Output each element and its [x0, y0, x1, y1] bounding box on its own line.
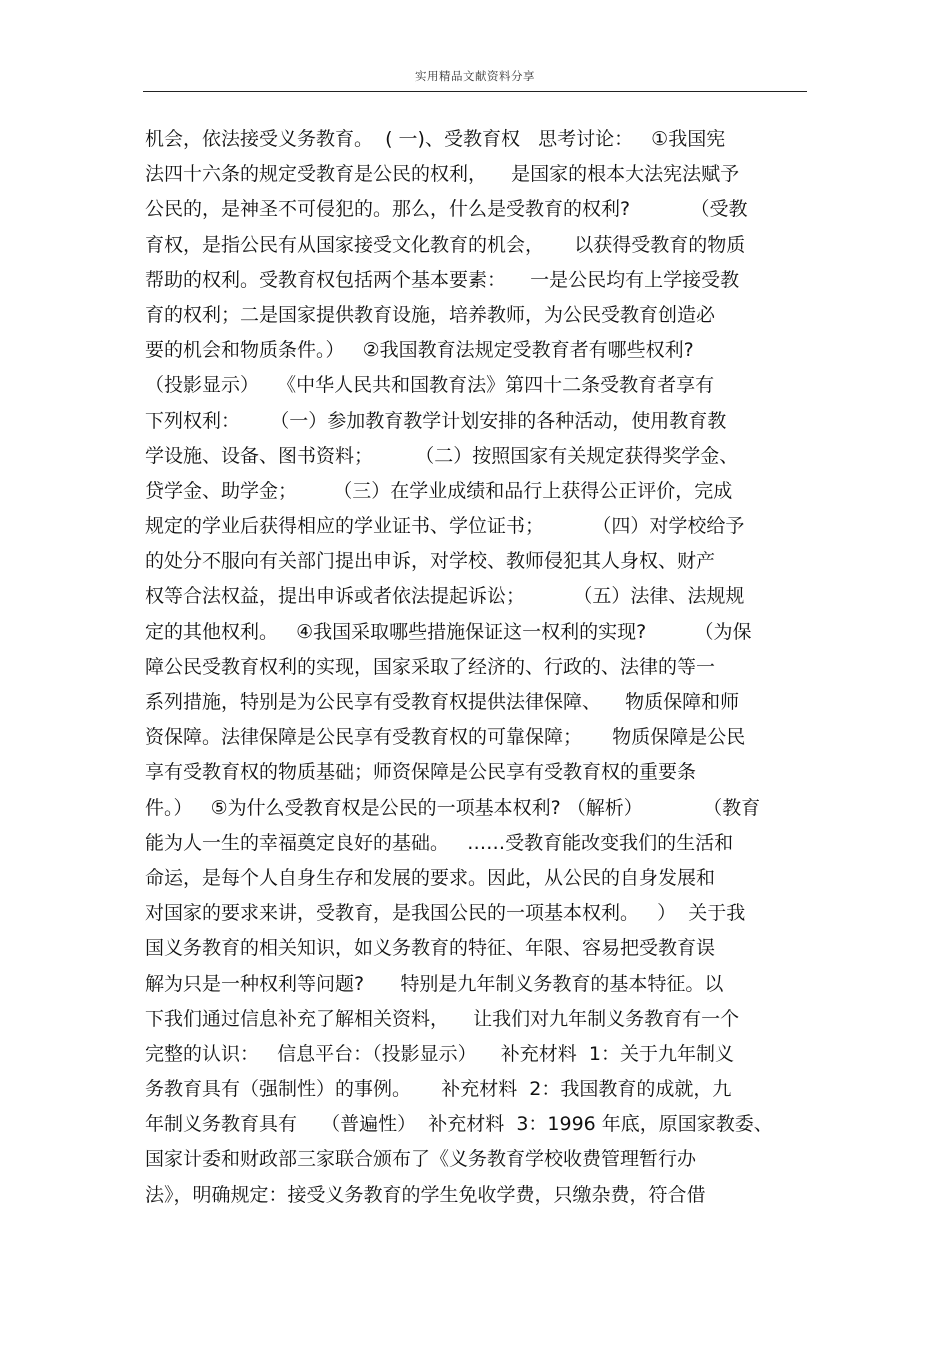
text-line: 务教育具有（强制性）的事例。 补充材料 2：我国教育的成就，九 — [145, 1078, 732, 1101]
text-line: 下列权利： （一）参加教育教学计划安排的各种活动，使用教育教 — [145, 409, 727, 432]
text-line: 机会，依法接受义务教育。 ( 一)、受教育权 思考讨论： ①我国宪 — [145, 128, 726, 150]
document-body — [145, 122, 825, 1213]
text-line: 件。） ⑤为什么受教育权是公民的一项基本权利? （解析） （教育 — [145, 796, 761, 819]
text-line: 完整的认识： 信息平台：（投影显示） 补充材料 1：关于九年制义 — [145, 1042, 734, 1065]
text-line: 的处分不服向有关部门提出申诉，对学校、教师侵犯其人身权、财产 — [145, 550, 716, 573]
text-line: 公民的，是神圣不可侵犯的。那么，什么是受教育的权利? （受教 — [145, 198, 748, 221]
text-line: 定的其他权利。 ④我国采取哪些措施保证这一权利的实现? （为保 — [145, 620, 752, 643]
text-line: 命运，是每个人自身生存和发展的要求。因此，从公民的自身发展和 — [145, 866, 716, 889]
text-line: 法四十六条的规定受教育是公民的权利， 是国家的根本大法宪法赋予 — [145, 163, 740, 186]
text-line: （投影显示） 《中华人民共和国教育法》第四十二条受教育者享有 — [145, 374, 715, 397]
text-line: 育的权利；二是国家提供教育设施，培养教师，为公民受教育创造必 — [145, 303, 716, 326]
text-line: 要的机会和物质条件。） ②我国教育法规定受教育者有哪些权利? — [145, 339, 694, 362]
text-line: 资保障。法律保障是公民享有受教育权的可靠保障； 物质保障是公民 — [145, 726, 746, 749]
page-header: 实用精品文献资料分享 — [415, 69, 535, 83]
text-line: 规定的学业后获得相应的学业证书、学位证书； （四）对学校给予 — [145, 515, 745, 538]
text-line: 年制义务教育具有 （普遍性） 补充材料 3：1996 年底，原国家教委、 — [145, 1113, 773, 1136]
text-line: 系列措施，特别是为公民享有受教育权提供法律保障、 物质保障和师 — [145, 691, 740, 713]
text-line: 享有受教育权的物质基础；师资保障是公民享有受教育权的重要条 — [145, 761, 697, 784]
text-line: 育权，是指公民有从国家接受文化教育的机会， 以获得受教育的物质 — [145, 233, 746, 256]
text-line: 贷学金、助学金； （三）在学业成绩和品行上获得公正评价，完成 — [145, 479, 733, 502]
text-line: 对国家的要求来讲，受教育，是我国公民的一项基本权利。 ） 关于我 — [145, 902, 746, 925]
text-line: 能为人一生的幸福奠定良好的基础。 ……受教育能改变我们的生活和 — [145, 831, 734, 854]
text-line: 帮助的权利。受教育权包括两个基本要素： 一是公民均有上学接受教 — [145, 268, 740, 291]
text-line: 权等合法权益，提出申诉或者依法提起诉讼； （五）法律、法规规 — [145, 585, 745, 608]
text-line: 解为只是一种权利等问题? 特别是九年制义务教育的基本特征。以 — [145, 972, 724, 995]
text-line: 下我们通过信息补充了解相关资料， 让我们对九年制义务教育有一个 — [145, 1007, 740, 1030]
text-line: 法》，明确规定：接受义务教育的学生免收学费，只缴杂费，符合借 — [145, 1183, 706, 1206]
text-line: 国义务教育的相关知识，如义务教育的特征、年限、容易把受教育误 — [145, 937, 716, 960]
header-divider — [143, 91, 807, 92]
text-line: 障公民受教育权利的实现，国家采取了经济的、行政的、法律的等一 — [145, 655, 716, 678]
text-line: 国家计委和财政部三家联合颁布了《义务教育学校收费管理暂行办 — [145, 1148, 697, 1171]
text-line: 学设施、设备、图书资料； （二）按照国家有关规定获得奖学金、 — [145, 444, 739, 467]
